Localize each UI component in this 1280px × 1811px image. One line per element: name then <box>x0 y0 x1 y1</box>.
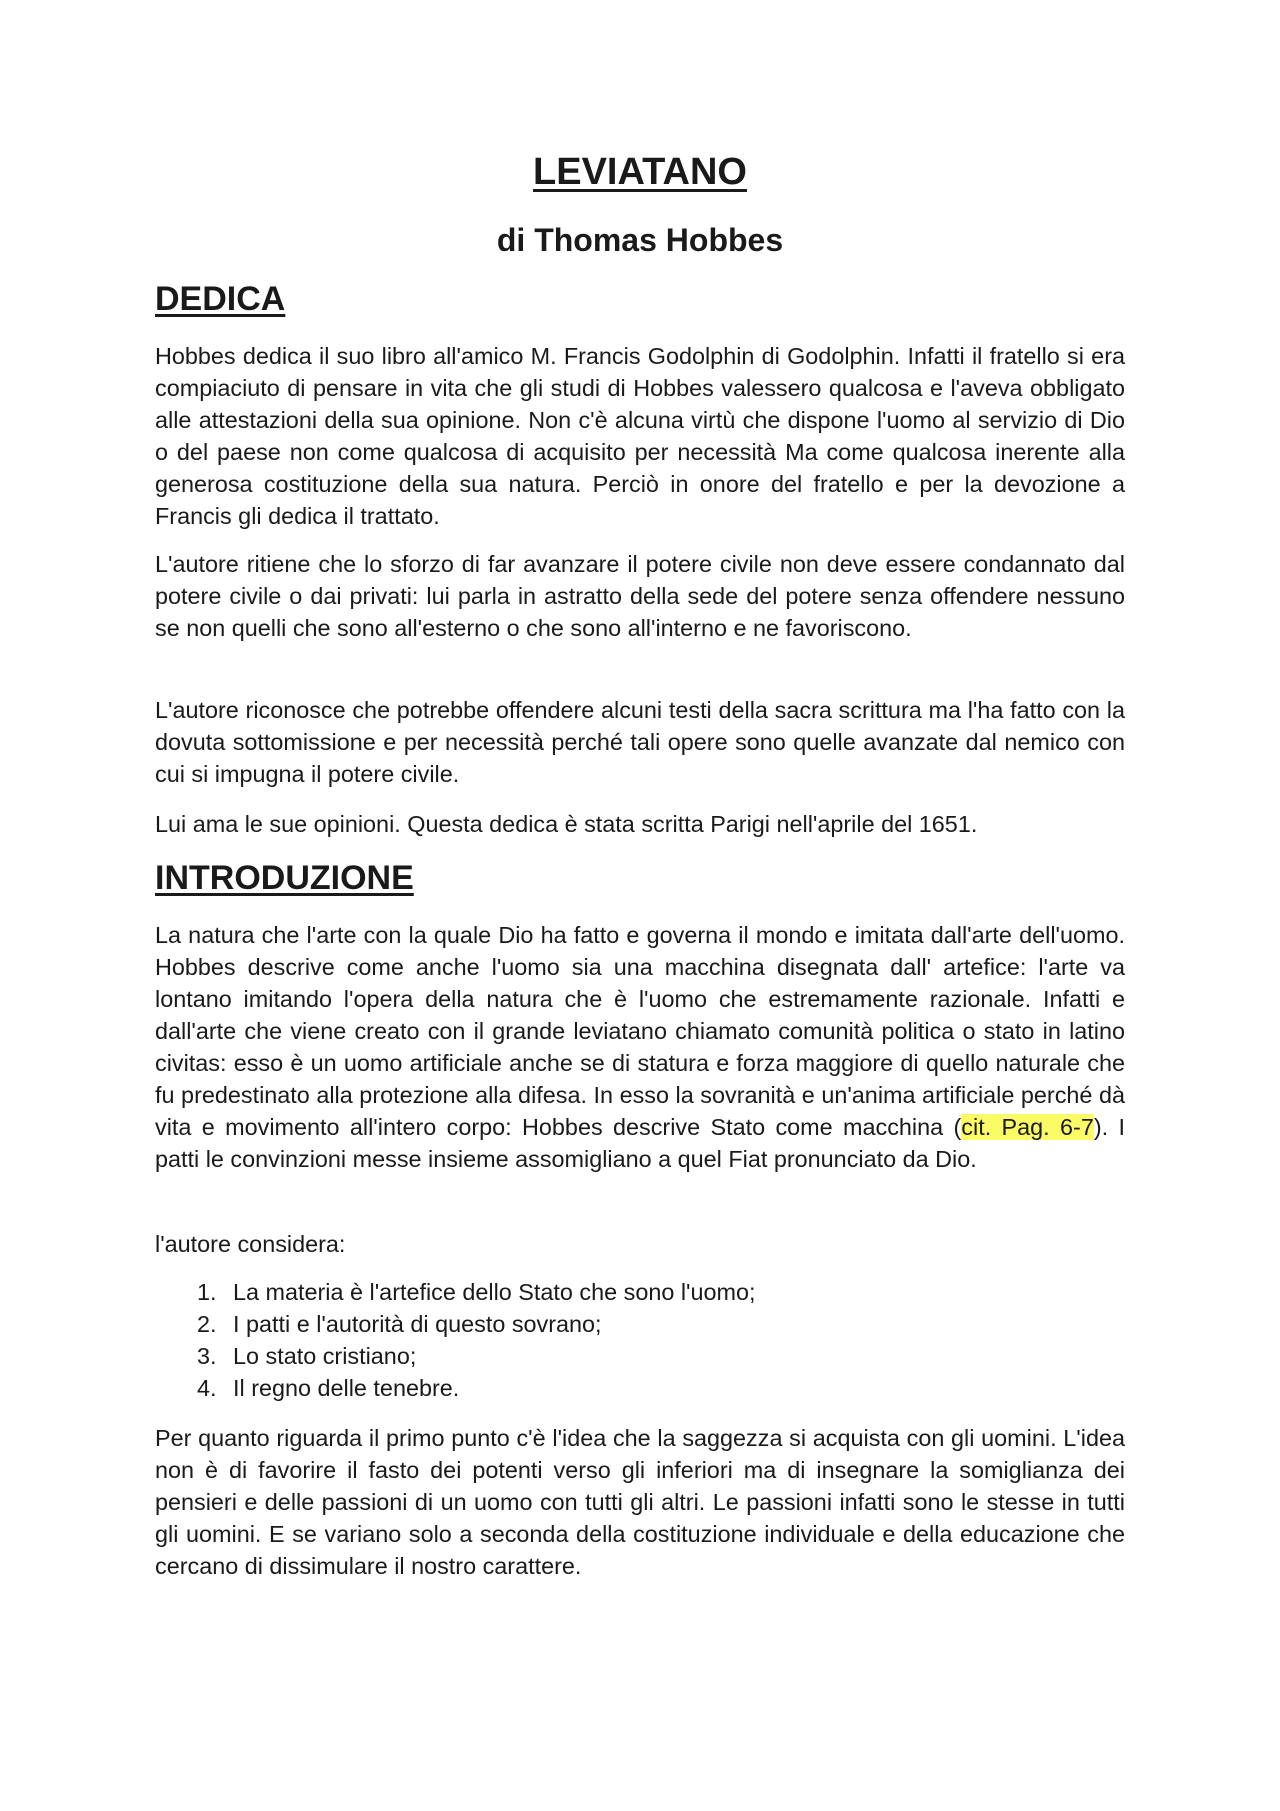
document-title: LEVIATANO <box>533 151 747 193</box>
list-item-text: I patti e l'autorità di questo sovrano; <box>233 1311 602 1337</box>
section-heading-introduzione: INTRODUZIONE <box>155 859 414 897</box>
considerations-list <box>197 1276 756 1404</box>
dedica-paragraph-1: Hobbes dedica il suo libro all'amico M. Francis Godolphin di Godolphin. Infatti il fratello si era compiaciuto di pensare in vita che gli studi di Hobbes valessero qualcosa e l'aveva obbligato alle attestazioni della sua opinione. Non c'è alcuna virtù che dispone l'uomo al servizio di Dio o del paese non come qualcosa di acquisito per necessità Ma come qualcosa inerente alla generosa costituzione della sua natura. Perciò in onore del fratello e per la devozione a Francis gli dedica il trattato. <box>155 343 1125 529</box>
dedica-paragraph-2: L'autore ritiene che lo sforzo di far avanzare il potere civile non deve essere condannato dal potere civile o dai privati: lui parla in astratto della sede del potere senza offendere nessuno se non quelli che sono all'esterno o che sono all'interno e ne favoriscono. <box>155 551 1125 641</box>
list-item <box>197 1308 756 1340</box>
list-item-number: 1. <box>197 1279 217 1305</box>
dedica-paragraph-4: Lui ama le sue opinioni. Questa dedica è stata scritta Parigi nell'aprile del 1651. <box>155 811 978 837</box>
list-item <box>197 1276 756 1308</box>
list-item-text: La materia è l'artefice dello Stato che sono l'uomo; <box>233 1279 756 1305</box>
list-item <box>197 1372 756 1404</box>
dedica-paragraph-3: L'autore riconosce che potrebbe offendere alcuni testi della sacra scrittura ma l'ha fatto con la dovuta sottomissione e per necessità perché tali opere sono quelle avanzate dal nemico con cui si impugna il potere civile. <box>155 697 1125 787</box>
list-item-text: Lo stato cristiano; <box>233 1343 417 1369</box>
document-subtitle: di Thomas Hobbes <box>496 222 784 258</box>
introduzione-paragraph-1 <box>155 919 1125 1175</box>
intro-text-before: La natura che l'arte con la quale Dio ha fatto e governa il mondo e imitata dall'arte dell'uomo. Hobbes descrive come anche l'uomo sia una macchina disegnata dall' artefice: l'arte va lontano imitando l'opera della natura che è l'uomo che estremamente razionale. Infatti e dall'arte che viene creato con il grande leviatano chiamato comunità politica o stato in latino civitas: esso è un uomo artificiale anche se di statura e forza maggiore di quello naturale che fu predestinato alla protezione alla difesa. In esso la sovranità e un'anima artificiale perché dà vita e movimento all'intero corpo: Hobbes descrive Stato come macchina ( <box>155 922 1125 1140</box>
list-item <box>197 1340 756 1372</box>
list-intro: l'autore considera: <box>155 1231 346 1257</box>
intro-text-after: ). I patti le convinzioni messe insieme assomigliano a quel Fiat pronunciato da Dio. <box>155 1114 1125 1172</box>
introduzione-closing-paragraph: Per quanto riguarda il primo punto c'è l'idea che la saggezza si acquista con gli uomini. L'idea non è di favorire il fasto dei potenti verso gli inferiori ma di insegnare la somiglianza dei pensieri e delle passioni di un uomo con tutti gli altri. Le passioni infatti sono le stesse in tutti gli uomini. E se variano solo a seconda della costituzione individuale e della educazione che cercano di dissimulare il nostro carattere. <box>155 1425 1125 1579</box>
citation-highlight: cit. Pag. 6-7 <box>961 1114 1094 1140</box>
list-item-number: 3. <box>197 1343 217 1369</box>
list-item-number: 4. <box>197 1375 217 1401</box>
section-heading-dedica: DEDICA <box>155 280 286 318</box>
list-item-text: Il regno delle tenebre. <box>233 1375 460 1401</box>
list-item-number: 2. <box>197 1311 217 1337</box>
